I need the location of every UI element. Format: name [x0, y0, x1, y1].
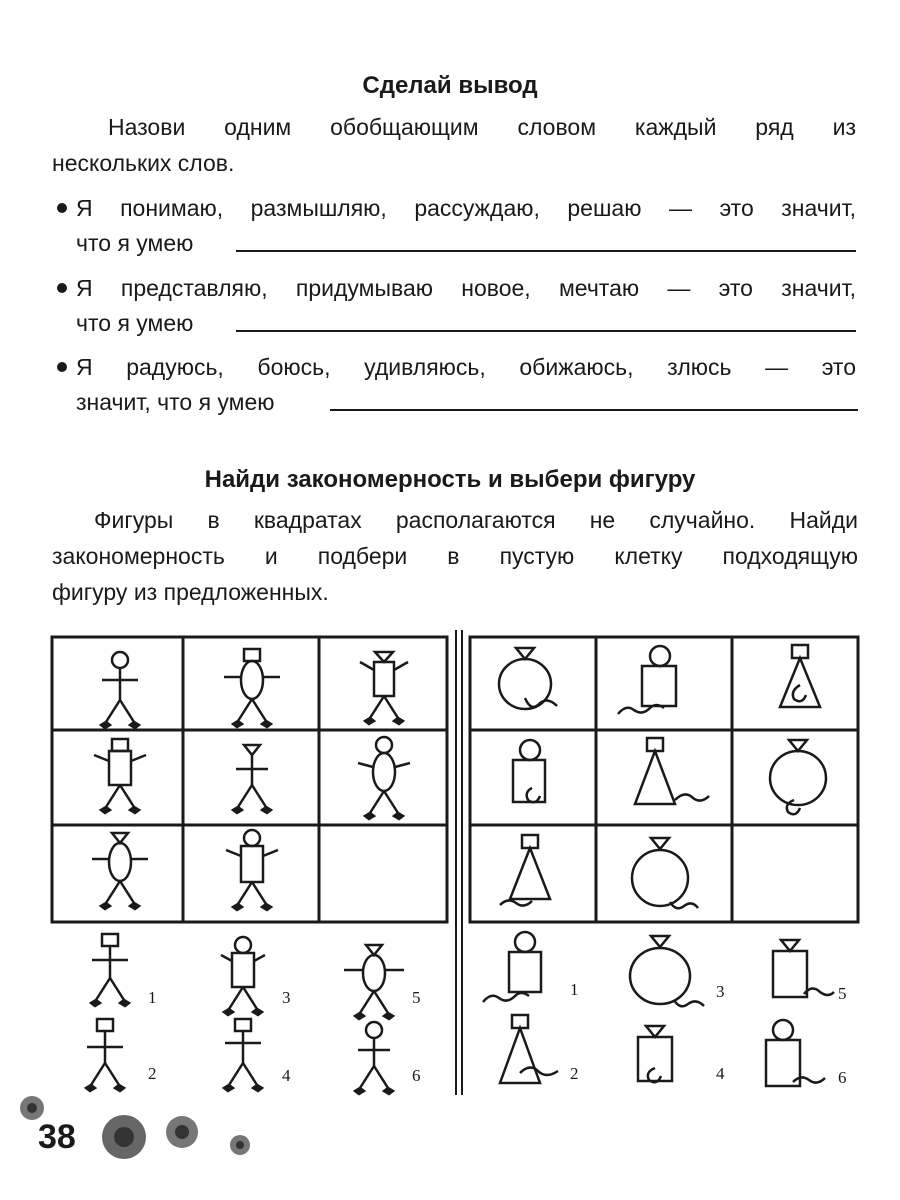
- shape-circle-square: [618, 646, 676, 714]
- item-2-line2: что я умею: [76, 310, 194, 336]
- figure-square-oval: [224, 649, 280, 727]
- left-option-3: [221, 937, 265, 1015]
- shape-triangle-circle-curl: [770, 740, 826, 814]
- figure-circle-rect: [226, 830, 278, 910]
- right-option-number-5: 5: [838, 984, 847, 1003]
- shape-square-triangle-wave: [635, 738, 709, 804]
- left-option-number-6: 6: [412, 1066, 421, 1085]
- right-option-4: [638, 1026, 672, 1082]
- left-option-5: [344, 945, 404, 1019]
- right-option-5: [773, 940, 834, 997]
- figure-triangle-stick: [233, 745, 271, 813]
- intro-text-line2: нескольких слов.: [52, 150, 235, 176]
- shape-circle-square-curl: [513, 740, 545, 802]
- left-option-1: [91, 934, 129, 1006]
- task-text-line2: закономерность и подбери в пустую клетку подходящую: [52, 543, 858, 569]
- shape-triangle-circle-wave: [632, 838, 698, 908]
- right-option-number-1: 1: [570, 980, 579, 999]
- figure-circle-stick: [101, 652, 139, 728]
- figure-triangle-rect: [360, 652, 408, 724]
- left-option-2: [86, 1019, 124, 1091]
- item-3-line2: значит, что я умею: [76, 389, 275, 415]
- item-3-line1: Я радуюсь, боюсь, удивляюсь, обижаюсь, злюсь — это: [76, 354, 856, 380]
- page-number: 38: [38, 1118, 76, 1156]
- left-option-4: [224, 1019, 262, 1091]
- item-1-line1: Я понимаю, размышляю, рассуждаю, решаю — это значит,: [76, 195, 856, 221]
- shape-triangle-circle: [499, 648, 557, 709]
- left-option-number-4: 4: [282, 1066, 291, 1085]
- right-option-number-6: 6: [838, 1068, 847, 1087]
- right-option-number-3: 3: [716, 982, 725, 1001]
- left-option-number-2: 2: [148, 1064, 157, 1083]
- right-option-2: [500, 1015, 558, 1083]
- task-text-line1: Фигуры в квадратах располагаются не случайно. Найди: [94, 507, 858, 533]
- right-option-number-2: 2: [570, 1064, 579, 1083]
- left-option-number-3: 3: [282, 988, 291, 1007]
- shape-square-triangle-wave-2: [500, 835, 550, 906]
- right-option-6: [766, 1020, 825, 1086]
- task-text-line3: фигуру из предложенных.: [52, 579, 329, 605]
- left-option-number-1: 1: [148, 988, 157, 1007]
- right-pattern-grid: [470, 637, 858, 922]
- right-option-3: [630, 936, 704, 1006]
- section-title-conclusion: Сделай вывод: [362, 72, 538, 99]
- item-2-line1: Я представляю, придумываю новое, мечтаю — это значит,: [76, 275, 856, 301]
- right-option-number-4: 4: [716, 1064, 725, 1083]
- item-1-line2: что я умею: [76, 230, 194, 256]
- section-title-pattern: Найди закономерность и выбери фигуру: [204, 466, 696, 493]
- left-option-6: [355, 1022, 393, 1094]
- figure-triangle-oval: [92, 833, 148, 909]
- figure-square-rect: [94, 739, 146, 813]
- figure-circle-oval: [358, 737, 410, 819]
- left-option-number-5: 5: [412, 988, 421, 1007]
- shape-square-triangle: [780, 645, 820, 707]
- right-option-1: [483, 932, 541, 1002]
- intro-text-line1: Назови одним обобщающим словом каждый ряд из: [108, 114, 856, 140]
